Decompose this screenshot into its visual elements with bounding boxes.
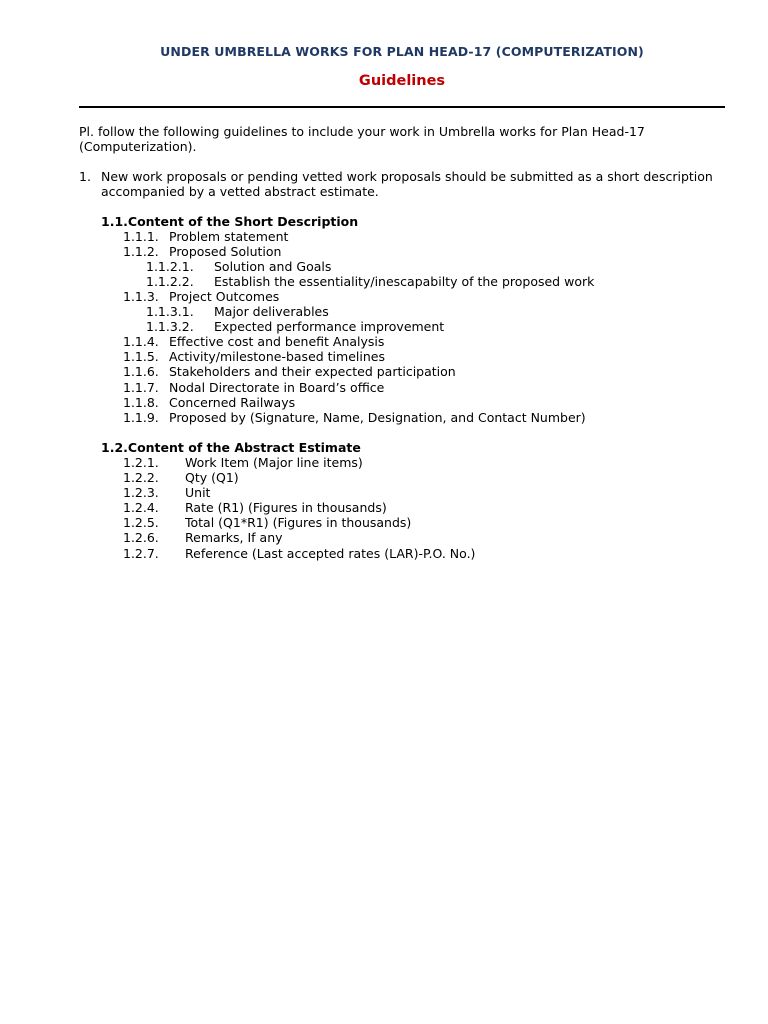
- list-item: [123, 349, 723, 364]
- list-item: [123, 410, 723, 425]
- list-item: [123, 530, 723, 545]
- list-item: [123, 546, 723, 561]
- intro-line-2: (Computerization).: [79, 139, 197, 154]
- list-item-number: 1.1.7.: [123, 380, 159, 395]
- list-item: [123, 229, 723, 244]
- list-item: [146, 259, 726, 274]
- list-item: [123, 380, 723, 395]
- list-item-number: 1.2.4.: [123, 500, 159, 515]
- list-item-1: [79, 169, 739, 184]
- list-item-number: 1.2.2.: [123, 470, 159, 485]
- list-item-text: Solution and Goals: [214, 259, 332, 274]
- list-item: [146, 274, 726, 289]
- list-item-number: 1.2.6.: [123, 530, 159, 545]
- list-item-number: 1.1.2.1.: [146, 259, 194, 274]
- list-item-1-line-1: New work proposals or pending vetted work proposals should be submitted as a short description: [101, 169, 713, 184]
- header-divider: [79, 106, 725, 108]
- list-item-text: Total (Q1*R1) (Figures in thousands): [185, 515, 412, 530]
- document-subtitle: Guidelines: [358, 73, 446, 89]
- list-item: [123, 515, 723, 530]
- list-item-text: Concerned Railways: [169, 395, 296, 410]
- list-item-1-number: 1.: [79, 169, 91, 184]
- list-item-text: Reference (Last accepted rates (LAR)-P.O. No.): [185, 546, 476, 561]
- list-item: [123, 334, 723, 349]
- list-item-number: 1.1.2.2.: [146, 274, 194, 289]
- list-item-number: 1.1.8.: [123, 395, 159, 410]
- list-item-number: 1.1.4.: [123, 334, 159, 349]
- list-item: [146, 319, 726, 334]
- list-item: [123, 455, 723, 470]
- list-item-text: Remarks, If any: [185, 530, 283, 545]
- list-item-number: 1.2.1.: [123, 455, 159, 470]
- list-item-text: Proposed by (Signature, Name, Designation, and Contact Number): [169, 410, 586, 425]
- section-1-1-heading: 1.1.Content of the Short Description: [101, 214, 359, 229]
- list-item-text: Unit: [185, 485, 211, 500]
- list-item: [146, 304, 726, 319]
- list-item-text: Stakeholders and their expected participation: [169, 364, 456, 379]
- list-item-text: Major deliverables: [214, 304, 329, 319]
- list-item-1-line-2: accompanied by a vetted abstract estimate.: [101, 184, 379, 199]
- list-item-number: 1.1.9.: [123, 410, 159, 425]
- list-item-text: Project Outcomes: [169, 289, 280, 304]
- section-1-2-heading: 1.2.Content of the Abstract Estimate: [101, 440, 361, 455]
- list-item-number: 1.1.2.: [123, 244, 159, 259]
- list-item-text: Nodal Directorate in Board’s office: [169, 380, 385, 395]
- list-item-text: Effective cost and benefit Analysis: [169, 334, 385, 349]
- list-item-number: 1.1.5.: [123, 349, 159, 364]
- list-item: [123, 500, 723, 515]
- list-item-number: 1.2.5.: [123, 515, 159, 530]
- list-item-number: 1.1.3.2.: [146, 319, 194, 334]
- list-item-text: Establish the essentiality/inescapabilty of the proposed work: [214, 274, 595, 289]
- document-title: UNDER UMBRELLA WORKS FOR PLAN HEAD-17 (COMPUTERIZATION): [160, 44, 644, 59]
- list-item: [123, 395, 723, 410]
- list-item-text: Rate (R1) (Figures in thousands): [185, 500, 387, 515]
- list-item: [123, 485, 723, 500]
- list-item-number: 1.2.7.: [123, 546, 159, 561]
- list-item-text: Problem statement: [169, 229, 289, 244]
- list-item-text: Activity/milestone-based timelines: [169, 349, 385, 364]
- list-item-number: 1.2.3.: [123, 485, 159, 500]
- list-item-number: 1.1.3.1.: [146, 304, 194, 319]
- list-item: [123, 289, 723, 304]
- list-item-number: 1.1.6.: [123, 364, 159, 379]
- list-item-text: Expected performance improvement: [214, 319, 445, 334]
- list-item-number: 1.1.3.: [123, 289, 159, 304]
- list-item: [123, 364, 723, 379]
- list-item-text: Proposed Solution: [169, 244, 282, 259]
- list-item-number: 1.1.1.: [123, 229, 159, 244]
- intro-line-1: Pl. follow the following guidelines to include your work in Umbrella works for Plan Head-17: [79, 124, 645, 139]
- list-item-text: Qty (Q1): [185, 470, 239, 485]
- list-item-text: Work Item (Major line items): [185, 455, 363, 470]
- list-item: [123, 244, 723, 259]
- list-item: [123, 470, 723, 485]
